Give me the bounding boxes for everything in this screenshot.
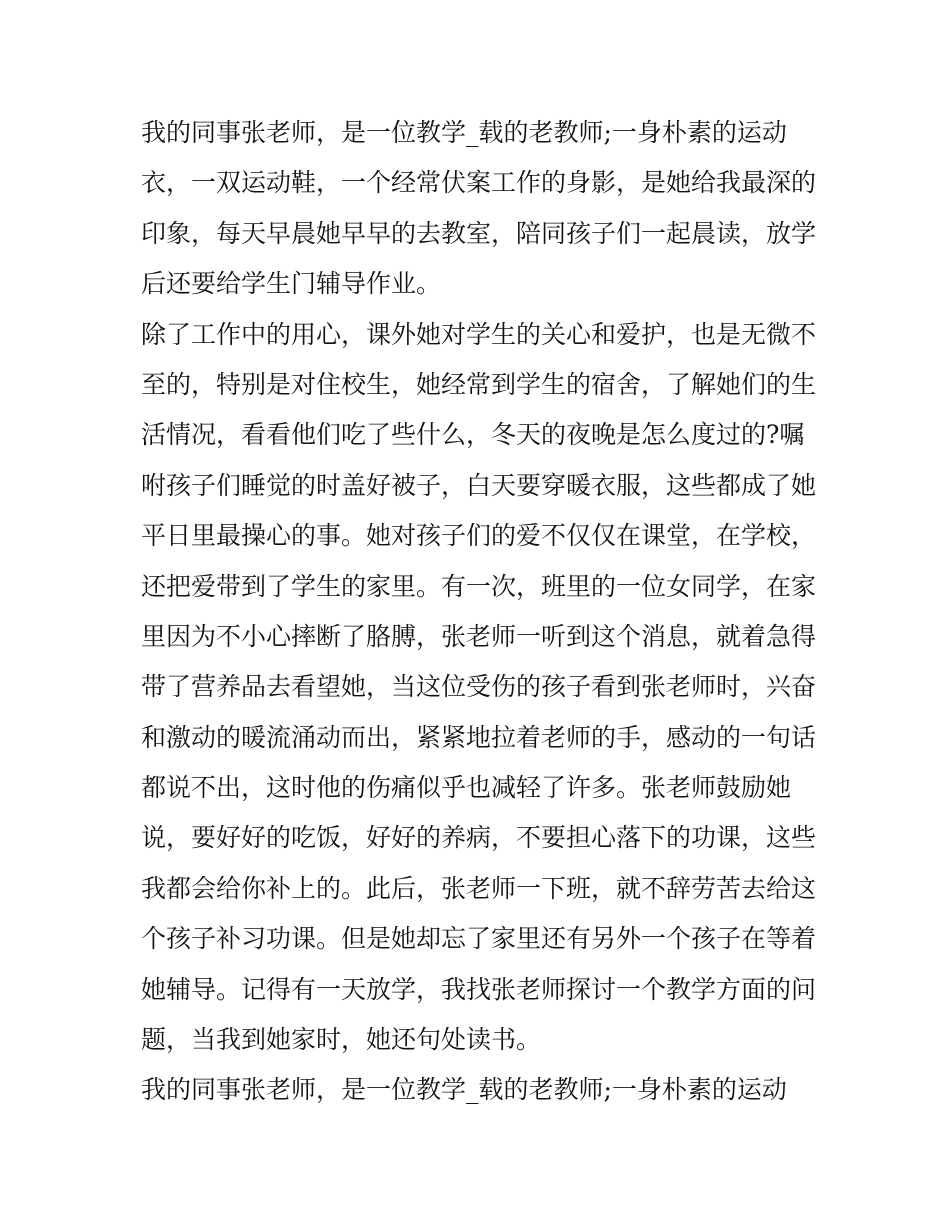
text-line-19: 题，当我到她家时，她还句处读书。 [141, 1025, 542, 1055]
text-line-12: 带了营养品去看望她，当这位受伤的孩子看到张老师时，兴奋 [141, 672, 817, 702]
text-line-20: 我的同事张老师，是一位教学_载的老教师;一身朴素的运动 [141, 1075, 787, 1105]
text-line-2: 衣，一双运动鞋，一个经常伏案工作的身影，是她给我最深的 [141, 168, 817, 198]
document-body [141, 108, 821, 1116]
text-line-5: 除了工作中的用心，课外她对学生的关心和爱护，也是无微不 [141, 319, 817, 349]
text-line-6: 至的，特别是对住校生，她经常到学生的宿舍，了解她们的生 [141, 369, 817, 399]
text-line-7: 活情况，看看他们吃了些什么，冬天的夜晚是怎么度过的?嘱 [141, 420, 805, 450]
text-line-14: 都说不出，这时他的伤痛似乎也减轻了许多。张老师鼓励她 [141, 773, 792, 803]
text-line-9: 平日里最操心的事。她对孩子们的爱不仅仅在课堂，在学校， [141, 521, 817, 551]
text-line-4: 后还要给学生门辅导作业。 [141, 269, 442, 299]
text-line-15: 说，要好好的吃饭，好好的养病，不要担心落下的功课，这些 [141, 823, 817, 853]
text-line-17: 个孩子补习功课。但是她却忘了家里还有另外一个孩子在等着 [141, 924, 817, 954]
text-line-18: 她辅导。记得有一天放学，我找张老师探讨一个教学方面的问 [141, 974, 817, 1004]
text-line-11: 里因为不小心摔断了胳膊，张老师一听到这个消息，就着急得 [141, 621, 817, 651]
text-line-13: 和激动的暖流涌动而出，紧紧地拉着老师的手，感动的一句话 [141, 722, 817, 752]
text-line-3: 印象，每天早晨她早早的去教室，陪同孩子们一起晨读，放学 [141, 218, 817, 248]
text-line-10: 还把爱带到了学生的家里。有一次，班里的一位女同学，在家 [141, 571, 817, 601]
text-line-16: 我都会给你补上的。此后，张老师一下班，就不辞劳苦去给这 [141, 873, 817, 903]
text-line-1: 我的同事张老师，是一位教学_载的老教师;一身朴素的运动 [141, 118, 787, 147]
text-line-8: 咐孩子们睡觉的时盖好被子，白天要穿暖衣服，这些都成了她 [141, 470, 817, 500]
